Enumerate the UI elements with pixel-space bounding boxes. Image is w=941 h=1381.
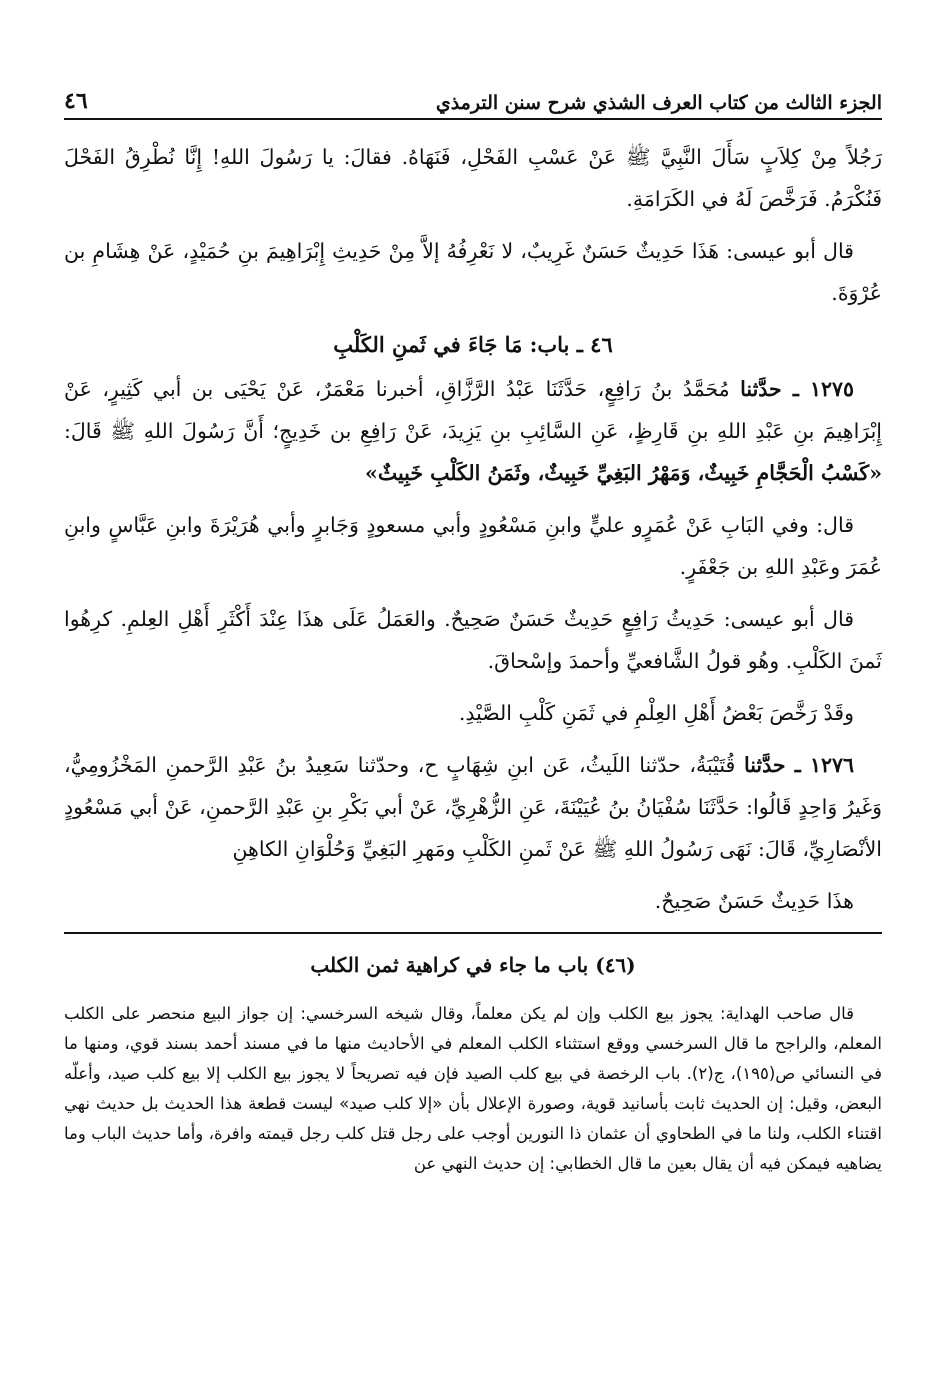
chapter-title: ٤٦ ـ باب: مَا جَاءَ في ثَمنِ الكَلْبِ [333,332,613,357]
notes-title: (٤٦) باب ما جاء في كراهية ثمن الكلب [310,953,636,977]
hadith-1276-number: ١٢٧٦ ـ حدَّثنا [743,753,854,777]
main-text [64,136,882,922]
page-header [64,78,882,120]
hadith-1276-text: قُتَيْبَةُ، حدّثنا اللَيثُ، عَن ابنِ شِهَابٍ ح، وحدّثنا سَعِيدُ بنُ عَبْدِ الرَّحمنِ المَخْزُومِيُّ، وَغَيرُ وَاحِدٍ قَالُوا: حَدَّثَنَا سُفْيَانُ بنُ عُيَيْنَةَ، عَنِ الزُّهْرِيِّ، عَنْ أبي بَكْرِ بنِ عَبْدِ الرَّحمنِ، عَنْ أبي مَسْعُودٍ الأنْصَارِيِّ، قَالَ: نَهَى رَسُولُ اللهِ ﷺ عَنْ ثَمنِ الكَلْبِ ومَهرِ البَغِيِّ وَحُلْوَانِ الكاهِنِ [64,753,882,861]
running-title: الجزء الثالث من كتاب العرف الشذي شرح سنن الترمذي [435,92,882,114]
paragraph-6: هذَا حَدِيثٌ حَسَنٌ صَحِيحٌ. [654,889,854,913]
book-page [64,78,882,1195]
paragraph-2: قال أبو عيسى: هَذَا حَدِيثٌ حَسَنٌ غَرِيبٌ، لا نَعْرِفُهُ إلاَّ مِنْ حَدِيثِ إِبْرَاهِيمَ بنِ حُمَيْدٍ، عَنْ هِشَامِ بن عُرْوَةَ. [64,239,882,305]
hadith-1275-quote: «كَسْبُ الْحَجَّامِ خَبِيثٌ، وَمَهْرُ البَغِيِّ خَبِيثٌ، وثَمَنُ الكَلْبِ خَبِيثٌ» [365,461,882,485]
hadith-1275-text: مُحَمَّدُ بنُ رَافِعٍ، حَدَّثَنَا عَبْدُ الرَّزَّاقِ، أخبرنا مَعْمَرٌ، عَنْ يَحْيَى بن أبي كَثِيرٍ، عَنْ إِبْرَاهِيمَ بنِ عَبْدِ اللهِ بنِ قَارِظٍ، عَنِ السَّائِبِ بنِ يَزِيدَ، عَنْ رَافِعِ بن خَدِيجٍ؛ أَنَّ رَسُولَ اللهِ ﷺ قَالَ: [64,377,882,443]
paragraph-1: رَجُلاً مِنْ كِلاَبٍ سَأَلَ النَّبِيَّ ﷺ عَنْ عَسْبِ الفَحْلِ، فَنَهَاهُ. فقالَ: يا رَسُولَ اللهِ! إِنَّا نُطْرِقُ الفَحْلَ فَنُكْرَمُ. فَرَخَّصَ لَهُ في الكَرَامَةِ. [64,145,882,211]
page-number: ٤٦ [64,88,88,114]
hadith-1276 [64,744,882,870]
hadith-1275 [64,368,882,494]
hadith-1275-number: ١٢٧٥ ـ حدَّثنا [740,377,854,401]
paragraph-4: قال أبو عيسى: حَدِيثُ رَافِعٍ حَدِيثٌ حَسَنٌ صَحِيحٌ. والعَمَلُ عَلَى هذَا عِنْدَ أَكْثَرِ أَهْلِ العِلمِ. كرِهُوا ثَمنَ الكَلْبِ. وهُو قولُ الشَّافعيِّ وأحمدَ وإسْحاقَ. [64,607,882,673]
footnote-divider [64,932,882,934]
paragraph-5: وقَدْ رَخَّصَ بَعْضُ أَهْلِ العِلْمِ في ثَمَنِ كَلْبِ الصَّيْدِ. [458,701,854,725]
notes-text: قال صاحب الهداية: يجوز بيع الكلب وإن لم يكن معلماً، وقال شيخه السرخسي: إن جواز البيع منحصر على الكلب المعلم، والراجح ما قال السرخسي ووقع استثناء الكلب المعلم في الأحاديث منها ما في مسند أحمد بسند قوي، ومنها ما في النسائي ص(١٩٥)، ج(٢). باب الرخصة في بيع كلب الصيد فإن فيه تصريحاً لا يجوز بيع الكلب إلا بيع كلب صيد، وأعلّه البعض، وقيل: إن الحديث ثابت بأسانيد قوية، وصورة الإعلال بأن «إلا كلب صيد» ليست قطعة هذا الحديث بل حديث نهي اقتناء الكلب، ولنا ما في الطحاوي أن عثمان ذا النورين أوجب على رجل قتل كلب رجل قيمته وافرة، وأما حديث الباب وما يضاهيه فيمكن فيه أن يقال بعين ما قال الخطابي: إن حديث النهي عن [64,1003,882,1173]
paragraph-3: قال: وفي البَابِ عَنْ عُمَرٍو عليٍّ وابنِ مَسْعُودٍ وأبي مسعودٍ وَجَابرٍ وأبي هُرَيْرَةَ وابنِ عَبَّاسٍ وابنِ عُمَرَ وعَبْدِ اللهِ بن جَعْفَرٍ. [64,513,882,579]
